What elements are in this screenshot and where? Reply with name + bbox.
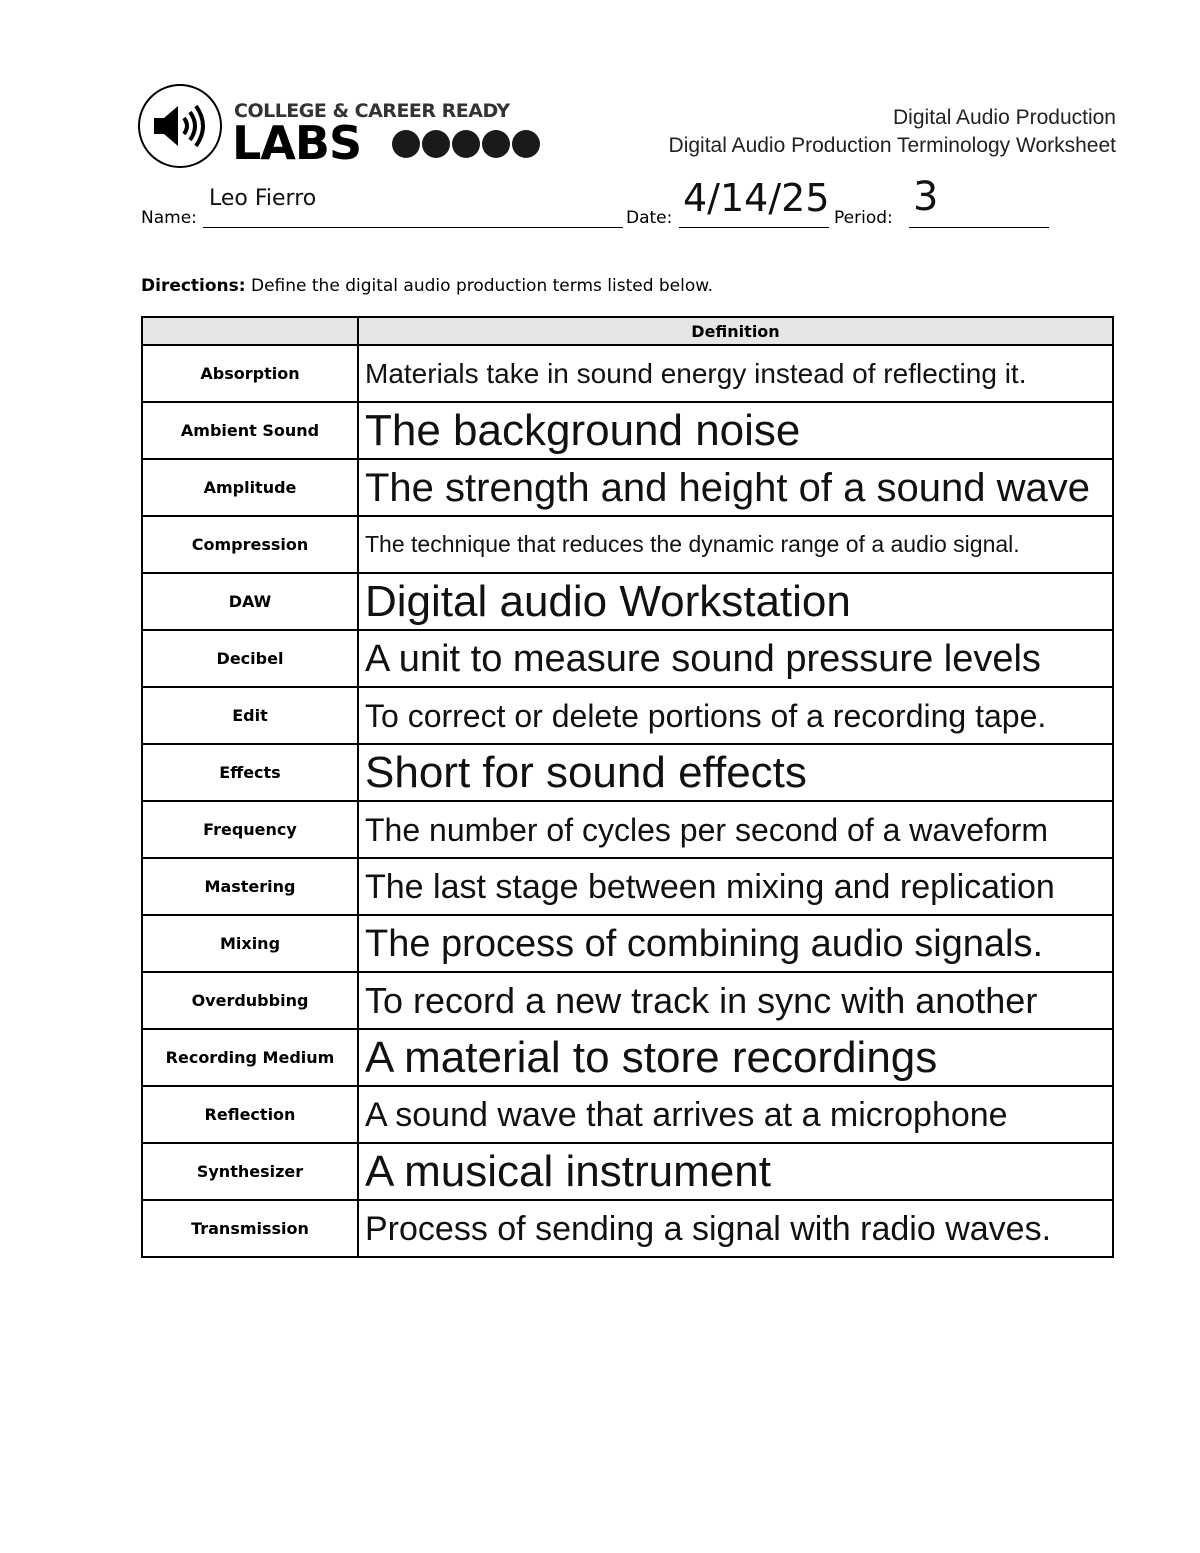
definition-cell[interactable]: The technique that reduces the dynamic range of a audio signal. [358,516,1113,573]
definition-cell[interactable]: A unit to measure sound pressure levels [358,630,1113,687]
definition-cell[interactable]: A material to store recordings [358,1029,1113,1086]
definition-cell[interactable]: The strength and height of a sound wave [358,459,1113,516]
term-cell: Transmission [142,1200,358,1257]
definition-cell[interactable]: The background noise [358,402,1113,459]
money-icon [482,130,510,158]
name-field[interactable]: Leo Fierro [209,186,317,211]
term-cell: Reflection [142,1086,358,1143]
table-row [142,1086,1113,1143]
table-row [142,858,1113,915]
definition-cell[interactable]: The number of cycles per second of a waveform [358,801,1113,858]
logo-career-icons [392,130,540,158]
term-cell: Frequency [142,801,358,858]
definition-cell[interactable]: To record a new track in sync with another [358,972,1113,1029]
date-label: Date: [626,208,673,228]
table-row [142,744,1113,801]
term-cell: Mixing [142,915,358,972]
worksheet-header [669,104,1116,160]
globe-icon [512,130,540,158]
name-line [203,226,623,228]
student-info [141,174,1101,234]
directions-label: Directions: [141,276,246,296]
definition-cell[interactable]: Materials take in sound energy instead of reflecting it. [358,345,1113,402]
course-title: Digital Audio Production [893,106,1116,129]
table-row [142,573,1113,630]
definition-cell[interactable]: A sound wave that arrives at a microphone [358,1086,1113,1143]
period-label: Period: [834,208,893,228]
speaker-icon [150,100,210,152]
directions-text: Define the digital audio production terms listed below. [251,276,714,296]
logo-wordmark: LABS [232,116,362,170]
term-cell: Absorption [142,345,358,402]
date-field[interactable]: 4/14/25 [683,176,830,220]
term-cell: Effects [142,744,358,801]
period-line [909,226,1049,228]
definition-cell[interactable]: Short for sound effects [358,744,1113,801]
term-cell: Decibel [142,630,358,687]
term-cell: Synthesizer [142,1143,358,1200]
date-line [679,226,829,228]
definition-cell[interactable]: To correct or delete portions of a recording tape. [358,687,1113,744]
name-label: Name: [141,208,197,228]
period-field[interactable]: 3 [913,174,939,220]
table-row [142,1200,1113,1257]
definition-cell[interactable]: Process of sending a signal with radio waves. [358,1200,1113,1257]
term-cell: Compression [142,516,358,573]
term-cell: Recording Medium [142,1029,358,1086]
table-row [142,1029,1113,1086]
term-cell: Ambient Sound [142,402,358,459]
definition-cell[interactable]: The last stage between mixing and replication [358,858,1113,915]
table-row [142,801,1113,858]
definition-column-header: Definition [358,317,1113,345]
logo [138,84,548,172]
table-row [142,1143,1113,1200]
table-row [142,345,1113,402]
table-row [142,915,1113,972]
definition-cell[interactable]: A musical instrument [358,1143,1113,1200]
house-icon [452,130,480,158]
worksheet-title: Digital Audio Production Terminology Worksheet [668,134,1116,157]
term-cell: DAW [142,573,358,630]
table-row [142,459,1113,516]
table-row [142,630,1113,687]
table-row [142,687,1113,744]
term-cell: Mastering [142,858,358,915]
terminology-table [141,316,1114,1258]
table-row [142,516,1113,573]
term-cell: Amplitude [142,459,358,516]
term-cell: Edit [142,687,358,744]
logo-badge [138,84,222,168]
logo-tagline: COLLEGE & CAREER READY [234,100,510,122]
definition-cell[interactable]: Digital audio Workstation [358,573,1113,630]
definition-cell[interactable]: The process of combining audio signals. [358,915,1113,972]
term-cell: Overdubbing [142,972,358,1029]
term-column-header [142,317,358,345]
medical-icon [422,130,450,158]
directions [141,276,713,296]
gear-icon [392,130,420,158]
table-row [142,402,1113,459]
table-row [142,972,1113,1029]
